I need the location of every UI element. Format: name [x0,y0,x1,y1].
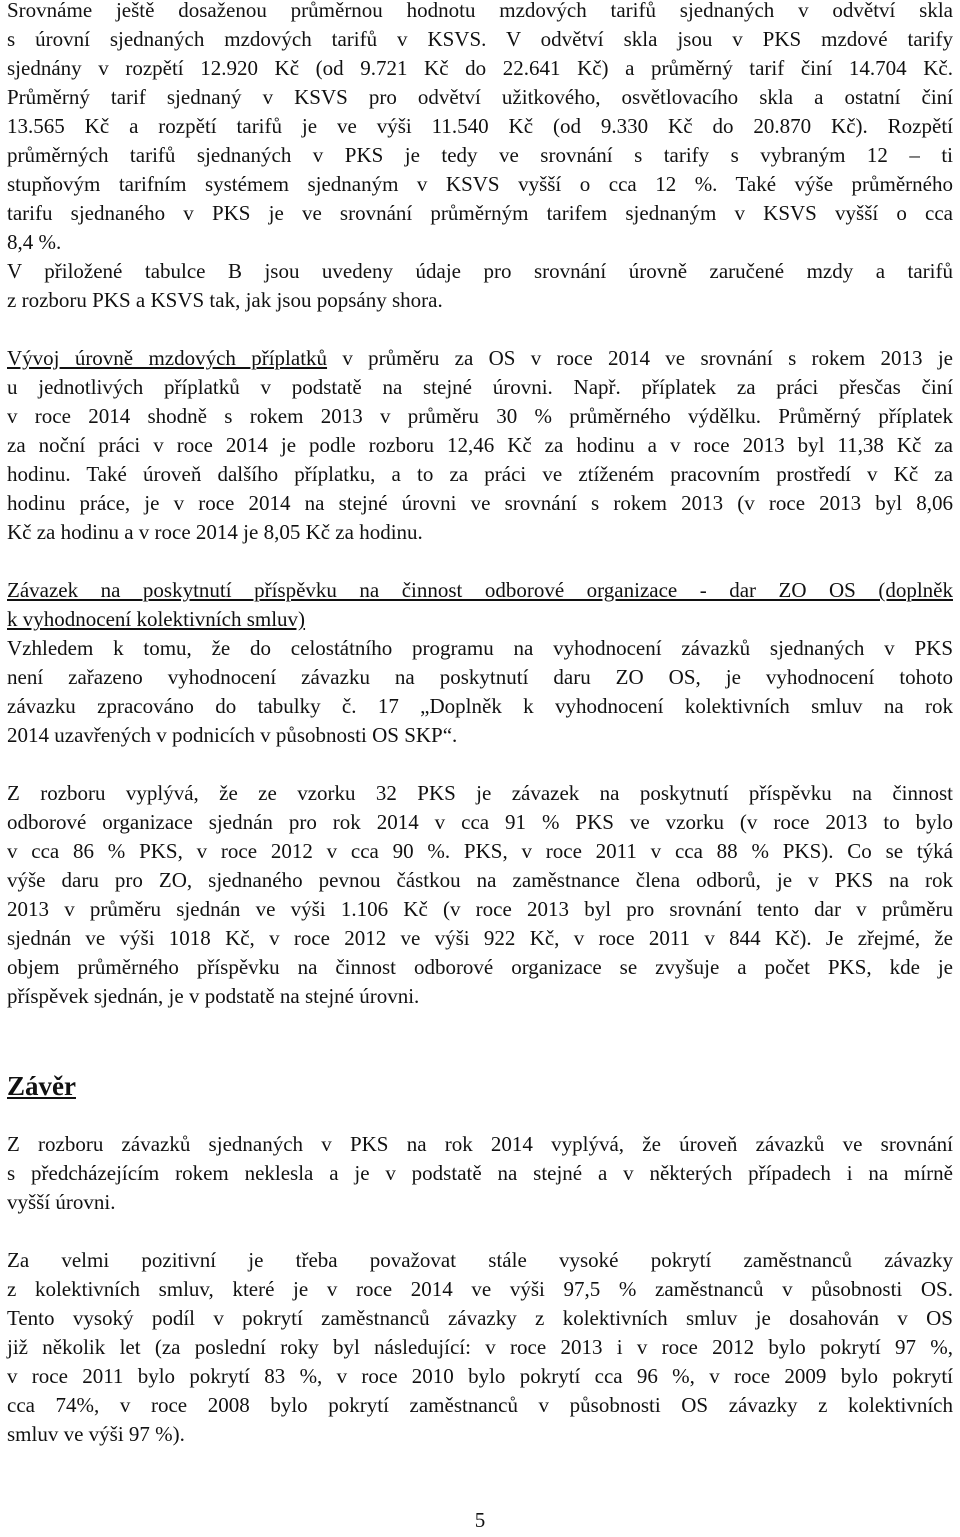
text-line: Vývoj úrovně mzdových příplatků v průměru za OS v roce 2014 ve srovnání s rokem 2013 je [7,346,953,370]
text-line: odborové organizace sjednán pro rok 2014 v cca 91 % PKS ve vzorku (v roce 2013 to bylo [7,810,953,834]
text-line: s úrovní sjednaných mzdových tarifů v KSVS. V odvětví skla jsou v PKS mzdové tarify [7,27,953,51]
text-line: vyšší úrovni. [7,1190,116,1214]
text-line: Srovnáme ještě dosaženou průměrnou hodnotu mzdových tarifů sjednaných v odvětví skla [7,0,953,22]
text-line: stupňovým tarifním systémem sjednaným v KSVS vyšší o cca 12 %. Také výše průměrného [7,172,953,196]
paragraph-coverage [7,1246,953,1449]
section-title-union-contribution: Závazek na poskytnutí příspěvku na činnost odborové organizace - dar ZO OS (doplněk [7,578,953,602]
paragraph-conclusion [7,1130,953,1217]
section-title-union-contribution: k vyhodnocení kolektivních smluv) [7,607,306,631]
paragraph-tariff-comparison [7,0,953,257]
text-line: výše daru pro ZO, sjednaného pevnou částkou na zaměstnance člena odborů, je v PKS na rok [7,868,953,892]
text-line: s předcházejícím rokem neklesla a je v podstatě na stejné a v některých případech i na mírně [7,1161,953,1185]
text-line: u jednotlivých příplatků v podstatě na stejné úrovni. Např. příplatek za práci přesčas činí [7,375,953,399]
text-line: v cca 86 % PKS, v roce 2012 v cca 90 %. PKS, v roce 2011 v cca 88 % PKS). Co se týká [7,839,953,863]
text-line: není zařazeno vyhodnocení závazku na poskytnutí daru ZO OS, je vyhodnocení tohoto [7,665,953,689]
text-line: za noční práci v roce 2014 je podle rozboru 12,46 Kč za hodinu a v roce 2013 byl 11,38 Kč za [7,433,953,457]
paragraph-wage-supplements [7,344,953,547]
text-line: Tento vysoký podíl v pokrytí zaměstnanců závazky z kolektivních smluv je dosahován v OS [7,1306,953,1330]
section-title-wage-supplements: Vývoj úrovně mzdových příplatků [7,346,328,370]
text-line: průměrných tarifů sjednaných v PKS je tedy ve srovnání s tarify s vybraným 12 – ti [7,143,953,167]
text-line: 13.565 Kč a rozpětí tarifů je ve výši 11.540 Kč (od 9.330 Kč do 20.870 Kč). Rozpětí [7,114,953,138]
text-line: 2014 uzavřených v podnicích v působnosti OS SKP“. [7,723,458,747]
text-line: Vzhledem k tomu, že do celostátního programu na vyhodnocení závazků sjednaných v PKS [7,636,953,660]
text-line: z kolektivních smluv, které je v roce 2014 ve výši 97,5 % zaměstnanců v působnosti OS. [7,1277,953,1301]
text-line: z rozboru PKS a KSVS tak, jak jsou popsány shora. [7,288,443,312]
text-line: hodinu práce, je v roce 2014 na stejné úrovni ve srovnání s rokem 2013 (v roce 2013 byl 8,06 [7,491,953,515]
text-line: Z rozboru závazků sjednaných v PKS na rok 2014 vyplývá, že úroveň závazků ve srovnání [7,1132,953,1156]
paragraph-union-contribution [7,576,953,750]
text-line: hodinu. Také úroveň dalšího příplatku, a to za práci ve ztíženém pracovním prostředí v Kč za [7,462,953,486]
text-line: smluv ve výši 97 %). [7,1422,185,1446]
section-heading-conclusion: Závěr [7,1071,76,1101]
text-line: tarifu sjednaného v PKS je ve srovnání průměrným tarifem sjednaným v KSVS vyšší o cca [7,201,953,225]
text-line: závazku zpracováno do tabulky č. 17 „Doplněk k vyhodnocení kolektivních smluv na rok [7,694,953,718]
text-line: příspěvek sjednán, je v podstatě na stejné úrovni. [7,984,420,1008]
text-line: sjednány v rozpětí 12.920 Kč (od 9.721 Kč do 22.641 Kč) a průměrný tarif činí 14.704 Kč. [7,56,953,80]
text-line: V přiložené tabulce B jsou uvedeny údaje pro srovnání úrovně zaručené mzdy a tarifů [7,259,953,283]
page-number: 5 [474,1508,486,1532]
text-line: Průměrný tarif sjednaný v KSVS pro odvětví užitkového, osvětlovacího skla a ostatní činí [7,85,953,109]
text-line: v roce 2011 bylo pokrytí 83 %, v roce 2010 bylo pokrytí cca 96 %, v roce 2009 bylo pokrytí [7,1364,953,1388]
text-line: Z rozboru vyplývá, že ze vzorku 32 PKS je závazek na poskytnutí příspěvku na činnost [7,781,953,805]
text-line: již několik let (za poslední roky byl následující: v roce 2013 i v roce 2012 bylo pokrytí 97 %, [7,1335,953,1359]
paragraph-analysis-results [7,779,953,1011]
text-line: 2013 v průměru sjednán ve výši 1.106 Kč (v roce 2013 byl pro srovnání tento dar v průměru [7,897,953,921]
text-line: 8,4 %. [7,230,62,254]
text-line: cca 74%, v roce 2008 bylo pokrytí zaměstnanců v působnosti OS závazky z kolektivních [7,1393,953,1417]
text-line: sjednán ve výši 1018 Kč, v roce 2012 ve výši 922 Kč, v roce 2011 v 844 Kč). Je zřejmé, že [7,926,953,950]
text-line: Za velmi pozitivní je třeba považovat stále vysoké pokrytí zaměstnanců závazky [7,1248,953,1272]
paragraph-table-b-note [7,257,953,315]
text-line: objem průměrného příspěvku na činnost odborové organizace se zvyšuje a počet PKS, kde je [7,955,953,979]
text-line: v roce 2014 shodně s rokem 2013 v průměru 30 % průměrného výdělku. Průměrný příplatek [7,404,953,428]
text-line: Kč za hodinu a v roce 2014 je 8,05 Kč za hodinu. [7,520,423,544]
